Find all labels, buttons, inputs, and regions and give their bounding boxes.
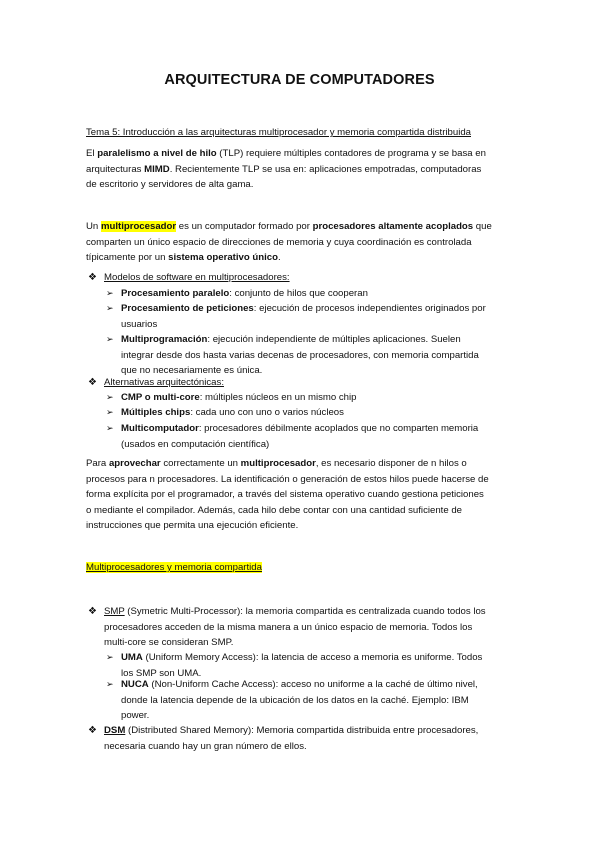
smp-item: SMP (Symetric Multi-Processor): la memoria compartida es centralizada cuando todos los procesadores acceden de la misma manera a un único espacio de memoria. Todos los multi-core se consideran SMP. <box>104 606 486 649</box>
modelo-item-paralelo: Procesamiento paralelo: conjunto de hilos que cooperan <box>121 288 368 299</box>
diamond-bullet-icon: ❖ <box>88 377 97 388</box>
diamond-bullet-icon: ❖ <box>88 606 97 617</box>
aprovechar-line-5: instrucciones que permita una ejecución eficiente. <box>86 520 299 532</box>
multi-line-1: Un multiprocesador es un computador formado por procesadores altamente acoplados que <box>86 221 492 232</box>
multi-line-3: típicamente por un sistema operativo único. <box>86 252 281 264</box>
alternativa-item-cmp: CMP o multi-core: múltiples núcleos en un mismo chip <box>121 392 357 403</box>
tlp-paragraph <box>86 146 486 193</box>
alternativa-item-chips: Múltiples chips: cada uno con uno o varios núcleos <box>121 407 344 418</box>
aprovechar-paragraph <box>86 456 489 534</box>
dsm-item: DSM (Distributed Shared Memory): Memoria compartida distribuida entre procesadores, necesaria cuando hay un gran número de ellos. <box>104 725 479 752</box>
arrow-bullet-icon: ➢ <box>106 652 114 662</box>
alternativa-item-multicomputador: Multicomputador: procesadores débilmente acoplados que no comparten memoria (usados en computación científica) <box>121 423 479 450</box>
arrow-bullet-icon: ➢ <box>106 288 114 298</box>
arrow-bullet-icon: ➢ <box>106 392 114 402</box>
modelo-item-multiprogramacion: Multiprogramación: ejecución independiente de múltiples aplicaciones. Suelen integrar desde dos hasta varias decenas de procesadores, con memoria compartida que no necesariamente es única. <box>121 334 479 377</box>
diamond-bullet-icon: ❖ <box>88 272 97 283</box>
page-title: ARQUITECTURA DE COMPUTADORES <box>164 72 435 88</box>
modelos-heading: Modelos de software en multiprocesadores: <box>104 272 290 283</box>
uma-item: UMA (Uniform Memory Access): la latencia de acceso a memoria es uniforme. Todos los SMP son UMA. <box>121 652 483 679</box>
alternativas-heading: Alternativas arquitectónicas: <box>104 377 224 388</box>
arrow-bullet-icon: ➢ <box>106 303 114 313</box>
arrow-bullet-icon: ➢ <box>106 334 114 344</box>
aprovechar-line-3: forma explícita por el programador, a través del sistema operativo cuando gestiona peticiones <box>86 489 484 501</box>
diamond-bullet-icon: ❖ <box>88 725 97 736</box>
tlp-line-1: El paralelismo a nivel de hilo (TLP) requiere múltiples contadores de programa y se basa en <box>86 148 486 159</box>
section-heading-multiprocesadores: Multiprocesadores y memoria compartida <box>86 562 262 573</box>
arrow-bullet-icon: ➢ <box>106 407 114 417</box>
tlp-line-3: de escritorio y servidores de alta gama. <box>86 179 254 191</box>
aprovechar-line-1: Para aprovechar correctamente un multiprocesador, es necesario disponer de n hilos o <box>86 458 467 469</box>
modelo-item-peticiones: Procesamiento de peticiones: ejecución de procesos independientes originados por usuarios <box>121 303 486 330</box>
arrow-bullet-icon: ➢ <box>106 423 114 433</box>
multiprocesador-paragraph <box>86 219 492 266</box>
nuca-item: NUCA (Non-Uniform Cache Access): acceso no uniforme a la caché de último nivel, donde la latencia depende de la ubicación de los datos en la caché. Ejemplo: IBM power. <box>121 679 478 722</box>
aprovechar-line-4: o mediante el compilador. Además, cada hilo debe contar con una cantidad suficiente de <box>86 504 463 516</box>
multi-line-2: comparten un único espacio de direcciones de memoria y cuya coordinación es controlada <box>86 236 472 248</box>
aprovechar-line-2: procesos para n procesadores. La identificación o generación de estos hilos puede hacerse de <box>86 473 489 485</box>
arrow-bullet-icon: ➢ <box>106 679 114 689</box>
topic-heading: Tema 5: Introducción a las arquitecturas multiprocesador y memoria compartida distribuida <box>86 127 471 138</box>
tlp-line-2: arquitecturas MIMD. Recientemente TLP se usa en: aplicaciones empotradas, computadoras <box>86 163 482 175</box>
